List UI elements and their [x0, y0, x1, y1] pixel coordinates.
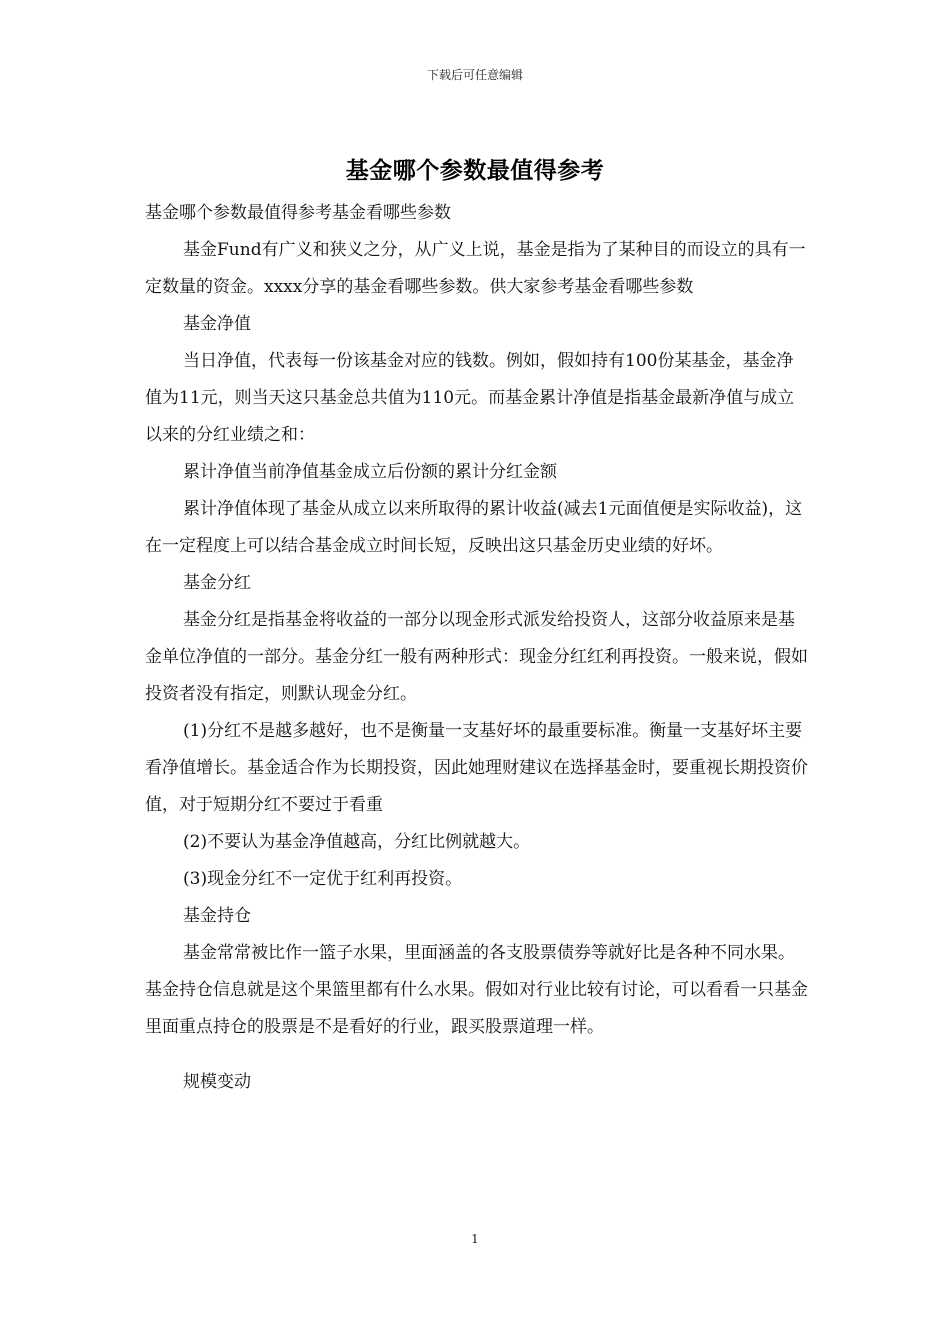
- list-item: (1)分红不是越多越好，也不是衡量一支基好坏的最重要标准。衡量一支基好坏主要看净值增长。基金适合作为长期投资，因此她理财建议在选择基金时，要重视长期投资价值，对于短期分红不要过于看重: [145, 721, 808, 815]
- list-item: (3)现金分红不一定优于红利再投资。: [183, 869, 463, 889]
- body-paragraph: 基金Fund有广义和狭义之分，从广义上说，基金是指为了某种目的而设立的具有一定数量的资金。xxxx分享的基金看哪些参数。供大家参考基金看哪些参数: [145, 240, 806, 297]
- body-paragraph: 基金常常被比作一篮子水果，里面涵盖的各支股票债券等就好比是各种不同水果。基金持仓信息就是这个果篮里都有什么水果。假如对行业比较有讨论，可以看看一只基金里面重点持仓的股票是不是看好的行业，跟买股票道理一样。: [145, 943, 808, 1037]
- document-body: [145, 195, 809, 1101]
- section-heading: 基金持仓: [183, 906, 251, 926]
- list-item: (2)不要认为基金净值越高，分红比例就越大。: [183, 832, 531, 852]
- body-paragraph: 当日净值，代表每一份该基金对应的钱数。例如，假如持有100份某基金，基金净值为11元，则当天这只基金总共值为110元。而基金累计净值是指基金最新净值与成立以来的分红业绩之和：: [145, 351, 795, 445]
- section-heading: 基金净值: [183, 314, 251, 334]
- body-paragraph: 累计净值体现了基金从成立以来所取得的累计收益(减去1元面值便是实际收益)，这在一定程度上可以结合基金成立时间长短，反映出这只基金历史业绩的好坏。: [145, 499, 803, 556]
- body-paragraph: 累计净值当前净值基金成立后份额的累计分红金额: [183, 462, 557, 482]
- page-number: 1: [471, 1232, 479, 1246]
- header-note: 下载后可任意编辑: [426, 68, 523, 82]
- body-paragraph: 基金分红是指基金将收益的一部分以现金形式派发给投资人，这部分收益原来是基金单位净值的一部分。基金分红一般有两种形式：现金分红红利再投资。一般来说，假如投资者没有指定，则默认现金分红。: [145, 610, 808, 704]
- document-title: 基金哪个参数最值得参考: [345, 157, 605, 184]
- section-heading: 基金分红: [183, 573, 251, 593]
- subtitle-paragraph: 基金哪个参数最值得参考基金看哪些参数: [145, 203, 451, 223]
- section-heading: 规模变动: [183, 1072, 251, 1092]
